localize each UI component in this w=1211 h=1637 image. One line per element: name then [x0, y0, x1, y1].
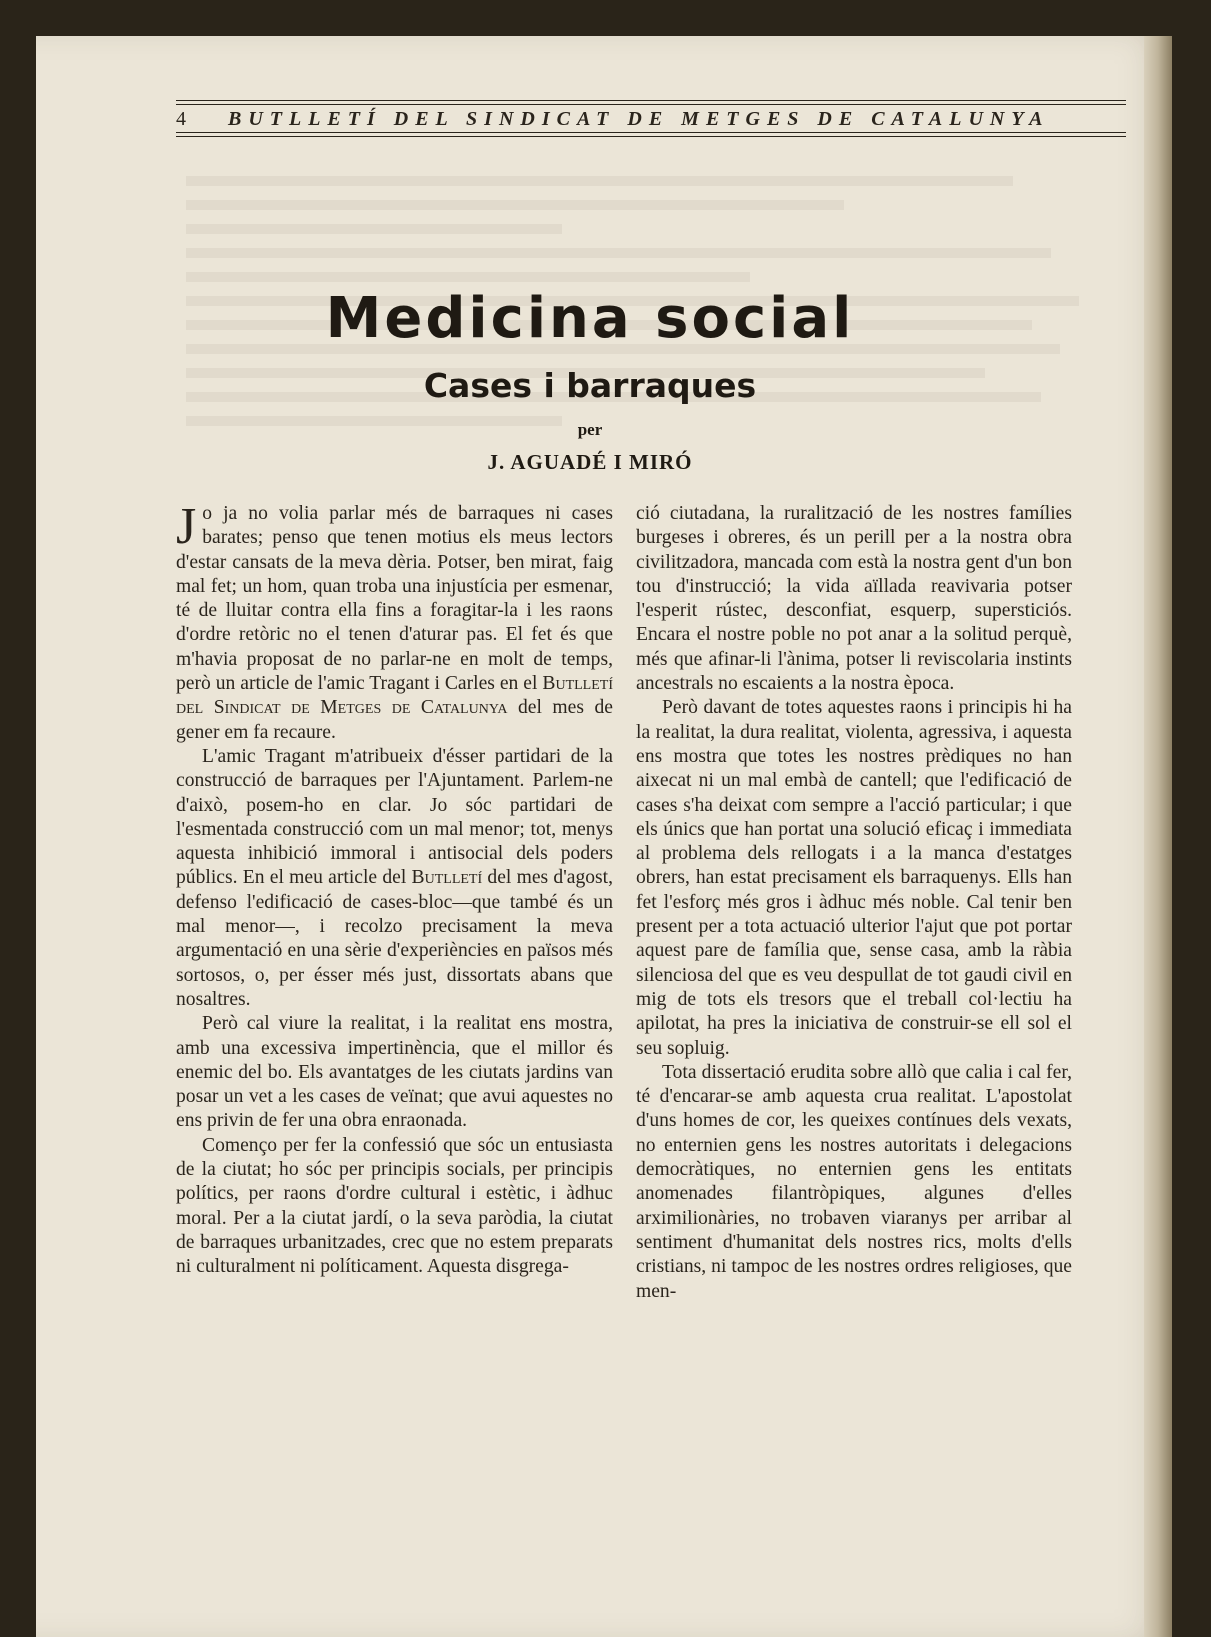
paragraph: ció ciutadana, la ruralització de les nostres famílies burgeses i obreres, és un perill per a la nostra obra civilitzadora, mancada com està la nostra gent d'un bon tou d'instrucció; la vida aïllada reavivaria potser l'esperit rústec, desconfiat, esquerp, supersticiós. Encara el nostre poble no pot anar a la solitud perquè, més que afinar-li l'ànima, potser li reviscolaria instints ancestrals no escaients a la nostra època.	[636, 503, 1072, 695]
running-header	[176, 98, 1126, 158]
paragraph: Tota dissertació erudita sobre allò que calia i cal fer, té d'encarar-se amb aquesta crua realitat. L'apostolat d'uns homes de cor, les queixes contínues dels vexats, no enternien gens les nostres autoritats i delegacions democràtiques, no enternien gens les entitats anomenades filantròpiques, algunes d'elles arximilionàries, no trobaven viaranys per arribar al sentiment d'humanitat dels nostres rics, molts d'ells cristians, ni tampoc de les nostres ordres religioses, que men-	[636, 1061, 1072, 1302]
header-rule	[176, 104, 1126, 105]
paragraph-text: del mes d'agost, defenso l'edificació de cases-bloc—que també és un mal menor—, i recolzo precisament la meva argumentació en una sèrie d'experiències en països més sortosos, o, per ésser més just, dissortats abans que nosaltres.	[176, 867, 613, 1010]
header-rule	[176, 100, 1126, 101]
publication-name: Butlletí del Sindicat de Metges de Catalunya	[176, 673, 613, 719]
right-column	[636, 502, 1072, 1304]
running-title: BUTLLETÍ DEL SINDICAT DE METGES DE CATALUNYA	[228, 107, 1050, 130]
header-rule	[176, 136, 1126, 137]
paragraph-text: L'amic Tragant m'atribueix d'ésser partidari de la construcció de barraques per l'Ajuntament. Parlem-ne d'això, posem-ho en clar. Jo sóc partidari de l'esmentada construcció com un mal menor; tot, menys aquesta inhibició immoral i antisocial dels poders públics. En el meu article del	[176, 745, 613, 889]
paragraph: Però cal viure la realitat, i la realitat ens mostra, amb una excessiva impertinència, que el millor és enemic del bo. Els avantatges de les ciutats jardins van posar un vet a les cases de veïnat; que avui aquestes no ens privin de fer una obra enraonada.	[176, 1013, 613, 1132]
paragraph	[176, 745, 613, 1012]
header-row	[176, 106, 1126, 132]
byline-author: J. AGUADÉ I MIRÓ	[487, 450, 693, 474]
drop-cap: J	[176, 498, 197, 555]
article-title: Medicina social	[325, 286, 855, 351]
paragraph-text: del mes de gener em fa recaure.	[176, 697, 613, 743]
paragraph: Començo per fer la confessió que sóc un entusiasta de la ciutat; ho sóc per principis socials, per principis polítics, per raons d'ordre cultural i estètic, i àdhuc moral. Per a la ciutat jardí, o la seva paròdia, la ciutat de barraques urbanitzades, crec que no estem preparats ni culturalment ni políticament. Aquesta disgrega-	[176, 1134, 613, 1278]
header-rule	[176, 132, 1126, 133]
paragraph-text: o ja no volia parlar més de barraques ni cases barates; penso que tenen motius els meus lectors d'estar cansats de la meva dèria. Potser, ben mirat, faig mal fet; un hom, quan troba una injustícia per esmenar, té de lluitar contra ella fins a foragitar-la i les raons d'ordre retòric no el tenen d'aturar pas. El fet és que m'havia proposat de no parlar-ne en molt de temps, però un article de l'amic Tragant i Carles en el	[176, 503, 613, 695]
document-page	[36, 36, 1172, 1637]
paragraph: Però davant de totes aquestes raons i principis hi ha la realitat, la dura realitat, violenta, agressiva, i aquesta ens mostra que totes les nostres prèdiques no han aixecat ni un mal embà de cantell; que l'edificació de cases s'ha deixat com sempre a l'acció particular; i que els únics que han portat una solució eficaç i immediata al problema dels rellogats i a la manca d'estatges obrers, han estat precisament els barraquenys. Ells han fet l'esforç més gros i àdhuc més noble. Cal tenir ben present per a tota actuació ulterior l'ajut que pot portar aquest pare de família que, sense casa, amb la ràbia silenciosa del que es veu despullat de tot gaudi civil en mig de tots els tresors que el treball col·lectiu ha apilotat, ha pres la iniciativa de construir-se ell sol el seu sopluig.	[636, 697, 1072, 1059]
article-subtitle: Cases i barraques	[423, 366, 757, 405]
byline-per: per	[577, 420, 603, 439]
paragraph	[176, 498, 613, 745]
publication-name: Butlletí	[411, 867, 483, 889]
page-number: 4	[176, 107, 186, 130]
page-edge-shadow	[1144, 36, 1172, 1637]
left-column	[176, 498, 613, 1280]
